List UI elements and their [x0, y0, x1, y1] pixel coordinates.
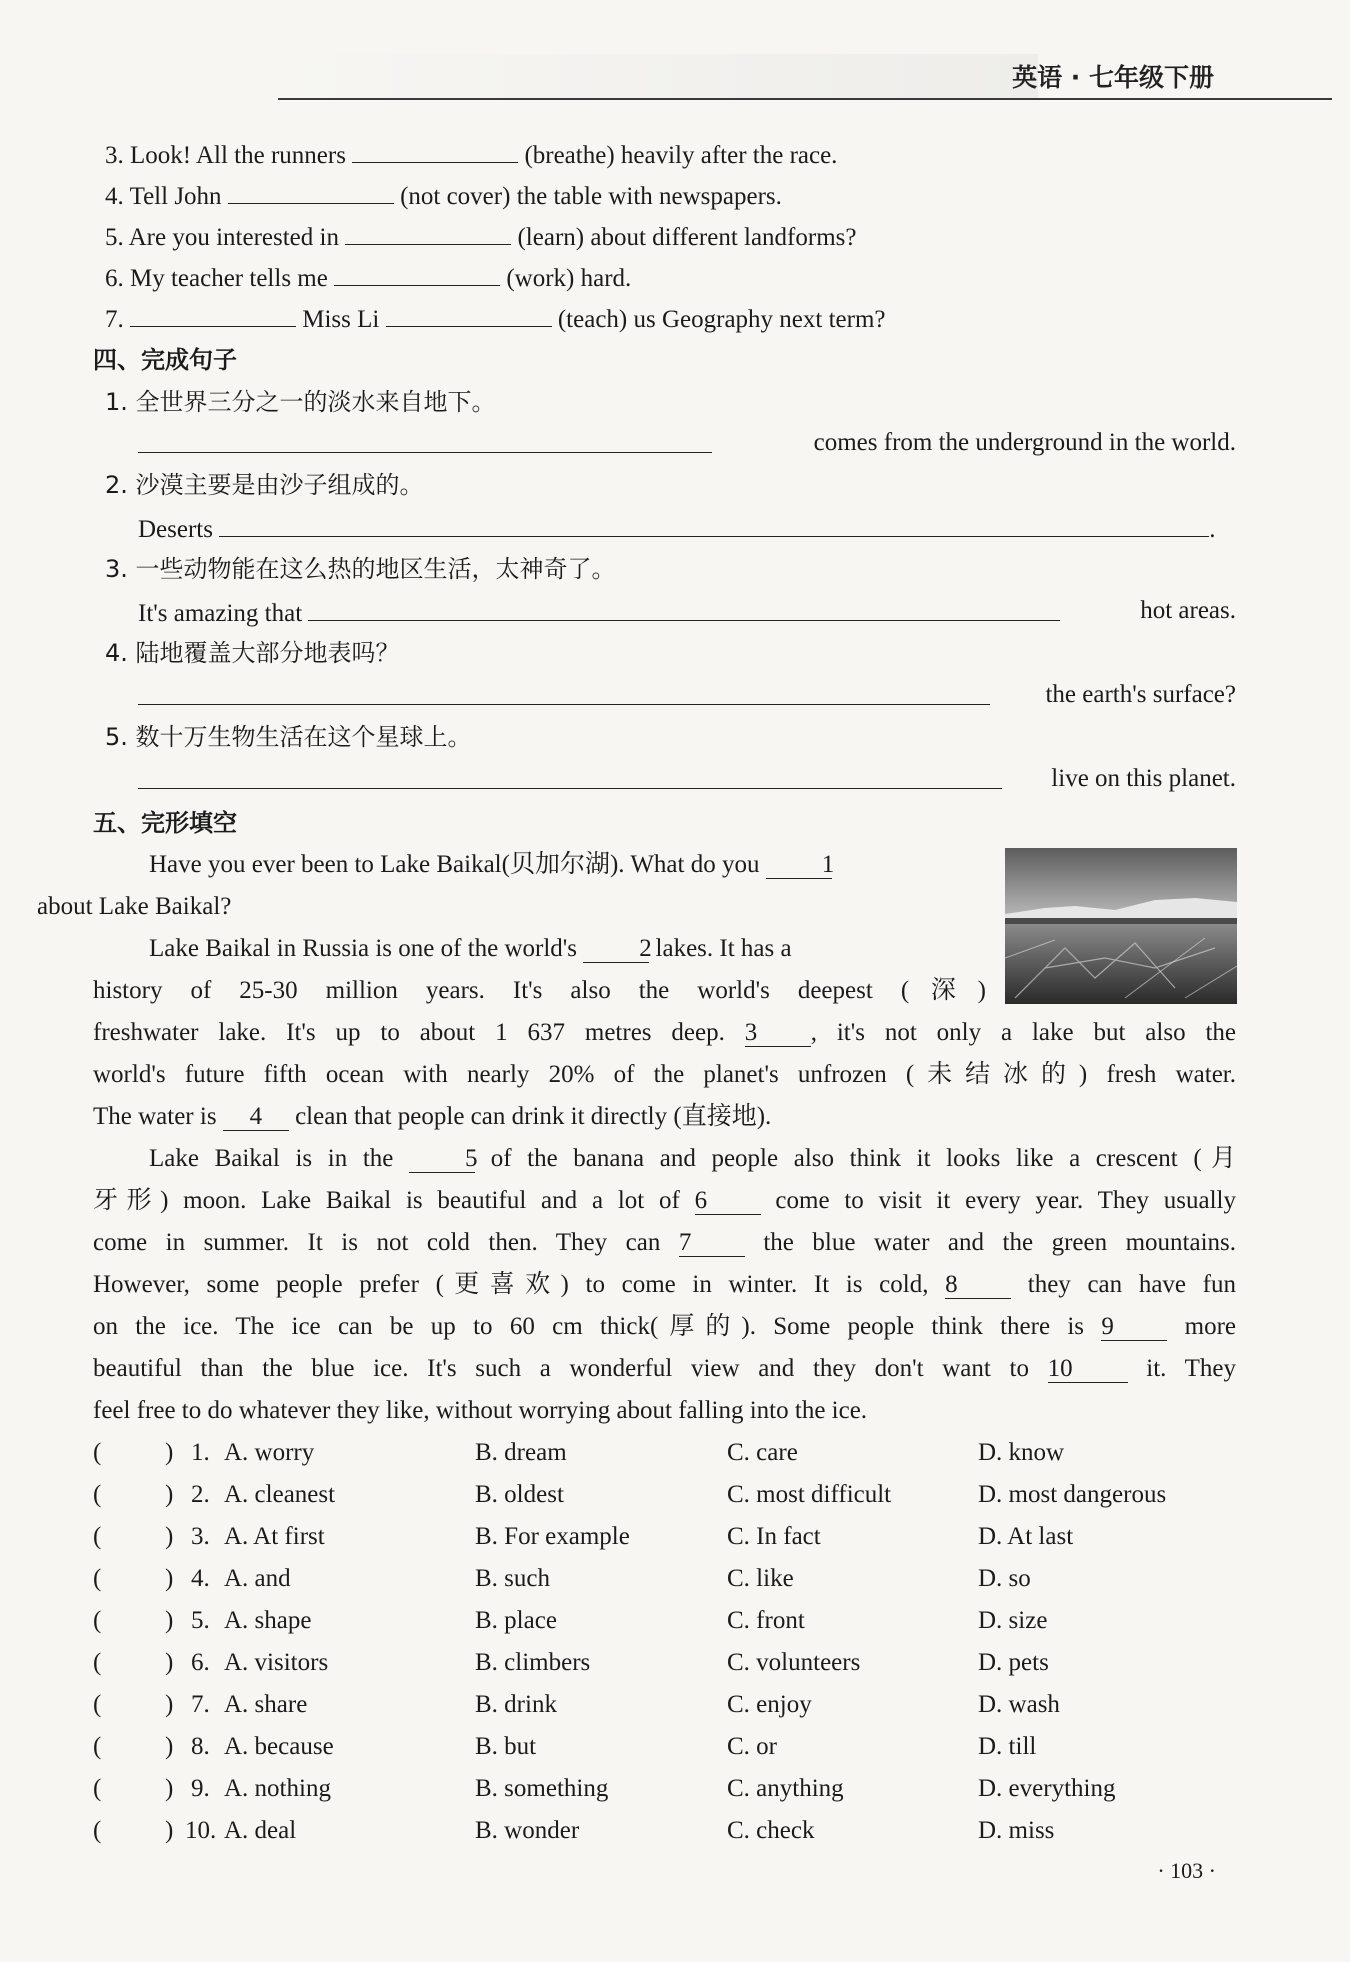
option-row: [93, 1685, 1243, 1725]
cloze-blank-1[interactable]: 1: [766, 852, 832, 879]
option-a[interactable]: A. deal: [224, 1817, 297, 1844]
question-number: 3.: [191, 1523, 210, 1550]
cloze-blank-5[interactable]: 5: [409, 1146, 475, 1173]
option-c[interactable]: C. like: [727, 1565, 794, 1592]
passage-p3-line1: Lake Baikal is in the 5 of the banana and people also think it looks like a crescent (月: [149, 1145, 1237, 1172]
answer-paren-open: (: [93, 1775, 102, 1802]
option-b[interactable]: B. place: [475, 1607, 557, 1634]
page-number: · 103 ·: [1157, 1858, 1216, 1883]
answer-blank[interactable]: [130, 300, 296, 327]
option-row: [93, 1727, 1243, 1767]
answer-paren-close: ): [165, 1481, 174, 1508]
option-row: [93, 1769, 1243, 1809]
section4-title: 四、完成句子: [93, 346, 237, 374]
answer-blank[interactable]: [386, 300, 552, 327]
answer-paren-open: (: [93, 1649, 102, 1676]
option-b[interactable]: B. oldest: [475, 1481, 564, 1508]
option-row: [93, 1433, 1243, 1473]
option-a[interactable]: A. because: [224, 1733, 334, 1760]
header-title: 英语 · 七年级下册: [1012, 63, 1214, 92]
question-number: 1.: [191, 1439, 210, 1466]
passage-p2-line2: history of 25-30 million years. It's also the world's deepest (深): [93, 977, 986, 1004]
option-b[interactable]: B. something: [475, 1775, 609, 1802]
option-d[interactable]: D. wash: [978, 1691, 1060, 1718]
answer-paren-open: (: [93, 1481, 102, 1508]
option-d[interactable]: D. miss: [978, 1817, 1055, 1844]
answer-blank[interactable]: [334, 259, 500, 286]
option-c[interactable]: C. anything: [727, 1775, 844, 1802]
s3-item-7: 7. Miss Li (teach) us Geography next term?: [105, 300, 886, 337]
option-c[interactable]: C. enjoy: [727, 1691, 812, 1718]
option-b[interactable]: B. drink: [475, 1691, 557, 1718]
question-number: 5.: [191, 1607, 210, 1634]
option-row: [93, 1475, 1243, 1515]
passage-p2-top: Lake Baikal in Russia is one of the world's 2 lakes. It has a: [149, 935, 792, 962]
option-c[interactable]: C. In fact: [727, 1523, 821, 1550]
option-d[interactable]: D. At last: [978, 1523, 1074, 1550]
answer-paren-open: (: [93, 1565, 102, 1592]
option-a[interactable]: A. nothing: [224, 1775, 331, 1802]
answer-paren-close: ): [165, 1439, 174, 1466]
answer-paren-open: (: [93, 1733, 102, 1760]
option-b[interactable]: B. climbers: [475, 1649, 591, 1676]
answer-blank[interactable]: [138, 426, 712, 453]
passage-p1: Have you ever been to Lake Baikal(贝加尔湖). What do you 1 about Lake Baikal?: [37, 851, 835, 920]
s4-item-3-en: It's amazing that hot areas.: [138, 594, 1236, 631]
option-a[interactable]: A. share: [224, 1691, 308, 1718]
cloze-blank-10[interactable]: 10: [1048, 1356, 1128, 1383]
cloze-blank-9[interactable]: 9: [1101, 1314, 1167, 1341]
passage-p2-line5: The water is 4 clean that people can drink it directly (直接地).: [93, 1103, 772, 1130]
option-b[interactable]: B. such: [475, 1565, 550, 1592]
question-number: 4.: [191, 1565, 210, 1592]
option-b[interactable]: B. dream: [475, 1439, 567, 1466]
question-number: 6.: [191, 1649, 210, 1676]
page-header: [278, 54, 1332, 100]
option-c[interactable]: C. volunteers: [727, 1649, 861, 1676]
answer-paren-close: ): [165, 1649, 174, 1676]
answer-paren-open: (: [93, 1439, 102, 1466]
answer-blank[interactable]: [138, 678, 990, 705]
passage-p2-line4: world's future fifth ocean with nearly 20% of the planet's unfrozen (未结冰的) fresh water.: [93, 1061, 1236, 1088]
s4-item-1-en: comes from the underground in the world.: [138, 426, 1236, 463]
option-a[interactable]: A. visitors: [224, 1649, 329, 1676]
answer-blank[interactable]: [308, 594, 1060, 621]
header-fade-bar: [278, 54, 1038, 98]
s4-item-4-en: the earth's surface?: [138, 678, 1236, 715]
option-d[interactable]: D. size: [978, 1607, 1048, 1634]
s4-item-5-en: live on this planet.: [138, 762, 1236, 799]
passage-p3-line3: come in summer. It is not cold then. They can 7 the blue water and the green mountains.: [93, 1229, 1236, 1256]
option-a[interactable]: A. shape: [224, 1607, 312, 1634]
s4-item-2-cn: 2. 沙漠主要是由沙子组成的。: [105, 471, 424, 499]
s4-item-1-cn: 1. 全世界三分之一的淡水来自地下。: [105, 388, 496, 416]
option-b[interactable]: B. wonder: [475, 1817, 580, 1844]
passage-p2-line3: freshwater lake. It's up to about 1 637 metres deep. 3 , it's not only a lake but also the: [93, 1019, 1237, 1046]
question-number: 2.: [191, 1481, 210, 1508]
answer-blank[interactable]: [345, 218, 511, 245]
cloze-blank-3[interactable]: 3: [745, 1020, 811, 1047]
passage-p3-line6: beautiful than the blue ice. It's such a wonderful view and they don't want to 10 it. They: [93, 1355, 1236, 1382]
answer-paren-close: ): [165, 1733, 174, 1760]
option-c[interactable]: C. care: [727, 1439, 798, 1466]
passage-p3-line5: on the ice. The ice can be up to 60 cm thick(厚的). Some people think there is 9 more: [93, 1313, 1237, 1340]
answer-blank[interactable]: [352, 136, 518, 163]
lake-baikal-photo: [1005, 848, 1237, 1004]
s4-item-4-cn: 4. 陆地覆盖大部分地表吗？: [105, 639, 400, 667]
option-d[interactable]: D. know: [978, 1439, 1065, 1466]
option-c[interactable]: C. most difficult: [727, 1481, 892, 1508]
s3-item-6: 6. My teacher tells me (work) hard.: [105, 259, 631, 296]
question-number: 7.: [191, 1691, 210, 1718]
option-d[interactable]: D. everything: [978, 1775, 1116, 1802]
option-row: [93, 1517, 1243, 1557]
answer-blank[interactable]: [138, 762, 1002, 789]
s4-item-3-cn: 3. 一些动物能在这么热的地区生活，太神奇了。: [105, 555, 616, 583]
option-row: [93, 1601, 1243, 1641]
option-c[interactable]: C. check: [727, 1817, 815, 1844]
s3-item-3: 3. Look! All the runners (breathe) heavily after the race.: [105, 136, 837, 173]
cloze-blank-7[interactable]: 7: [679, 1230, 745, 1257]
option-a[interactable]: A. At first: [224, 1523, 325, 1550]
cloze-blank-2[interactable]: 2: [583, 936, 649, 963]
section5-title: 五、完形填空: [93, 809, 237, 837]
passage-p3-line7: feel free to do whatever they like, without worrying about falling into the ice.: [93, 1397, 868, 1424]
question-number: 10.: [185, 1817, 217, 1844]
option-b[interactable]: B. but: [475, 1733, 537, 1760]
answer-paren-open: (: [93, 1607, 102, 1634]
s4-item-2-en: Deserts .: [138, 510, 1236, 547]
passage-p3-line4: However, some people prefer (更喜欢) to come in winter. It is cold, 8 they can have fun: [93, 1271, 1236, 1298]
cloze-blank-8[interactable]: 8: [945, 1272, 1011, 1299]
answer-blank[interactable]: [219, 510, 1209, 537]
answer-paren-close: ): [165, 1565, 174, 1592]
option-row: [93, 1559, 1243, 1599]
option-row: [93, 1811, 1243, 1851]
s4-item-5-cn: 5. 数十万生物生活在这个星球上。: [105, 723, 472, 751]
lake-photo-icon: [1005, 848, 1237, 1004]
option-a[interactable]: A. worry: [224, 1439, 315, 1466]
answer-paren-open: (: [93, 1817, 102, 1844]
passage-p3-line2: 牙形) moon. Lake Baikal is beautiful and a lot of 6 come to visit it every year. They usually: [93, 1187, 1237, 1214]
question-number: 8.: [191, 1733, 210, 1760]
option-a[interactable]: A. and: [224, 1565, 291, 1592]
option-c[interactable]: C. or: [727, 1733, 777, 1760]
answer-paren-close: ): [165, 1691, 174, 1718]
cloze-blank-4[interactable]: 4: [223, 1104, 289, 1131]
answer-paren-close: ): [165, 1523, 174, 1550]
option-d[interactable]: D. pets: [978, 1649, 1049, 1676]
option-d[interactable]: D. till: [978, 1733, 1037, 1760]
answer-paren-close: ): [165, 1775, 174, 1802]
option-row: [93, 1643, 1243, 1683]
answer-blank[interactable]: [228, 177, 394, 204]
option-d[interactable]: D. most dangerous: [978, 1481, 1167, 1508]
option-b[interactable]: B. For example: [475, 1523, 630, 1550]
answer-paren-open: (: [93, 1523, 102, 1550]
answer-paren-open: (: [93, 1691, 102, 1718]
cloze-blank-6[interactable]: 6: [695, 1188, 761, 1215]
answer-paren-close: ): [165, 1817, 174, 1844]
answer-paren-close: ): [165, 1607, 174, 1634]
option-d[interactable]: D. so: [978, 1565, 1031, 1592]
s3-item-5: 5. Are you interested in (learn) about different landforms?: [105, 218, 856, 255]
s3-item-4: 4. Tell John (not cover) the table with newspapers.: [105, 177, 782, 214]
option-a[interactable]: A. cleanest: [224, 1481, 336, 1508]
question-number: 9.: [191, 1775, 210, 1802]
option-c[interactable]: C. front: [727, 1607, 805, 1634]
